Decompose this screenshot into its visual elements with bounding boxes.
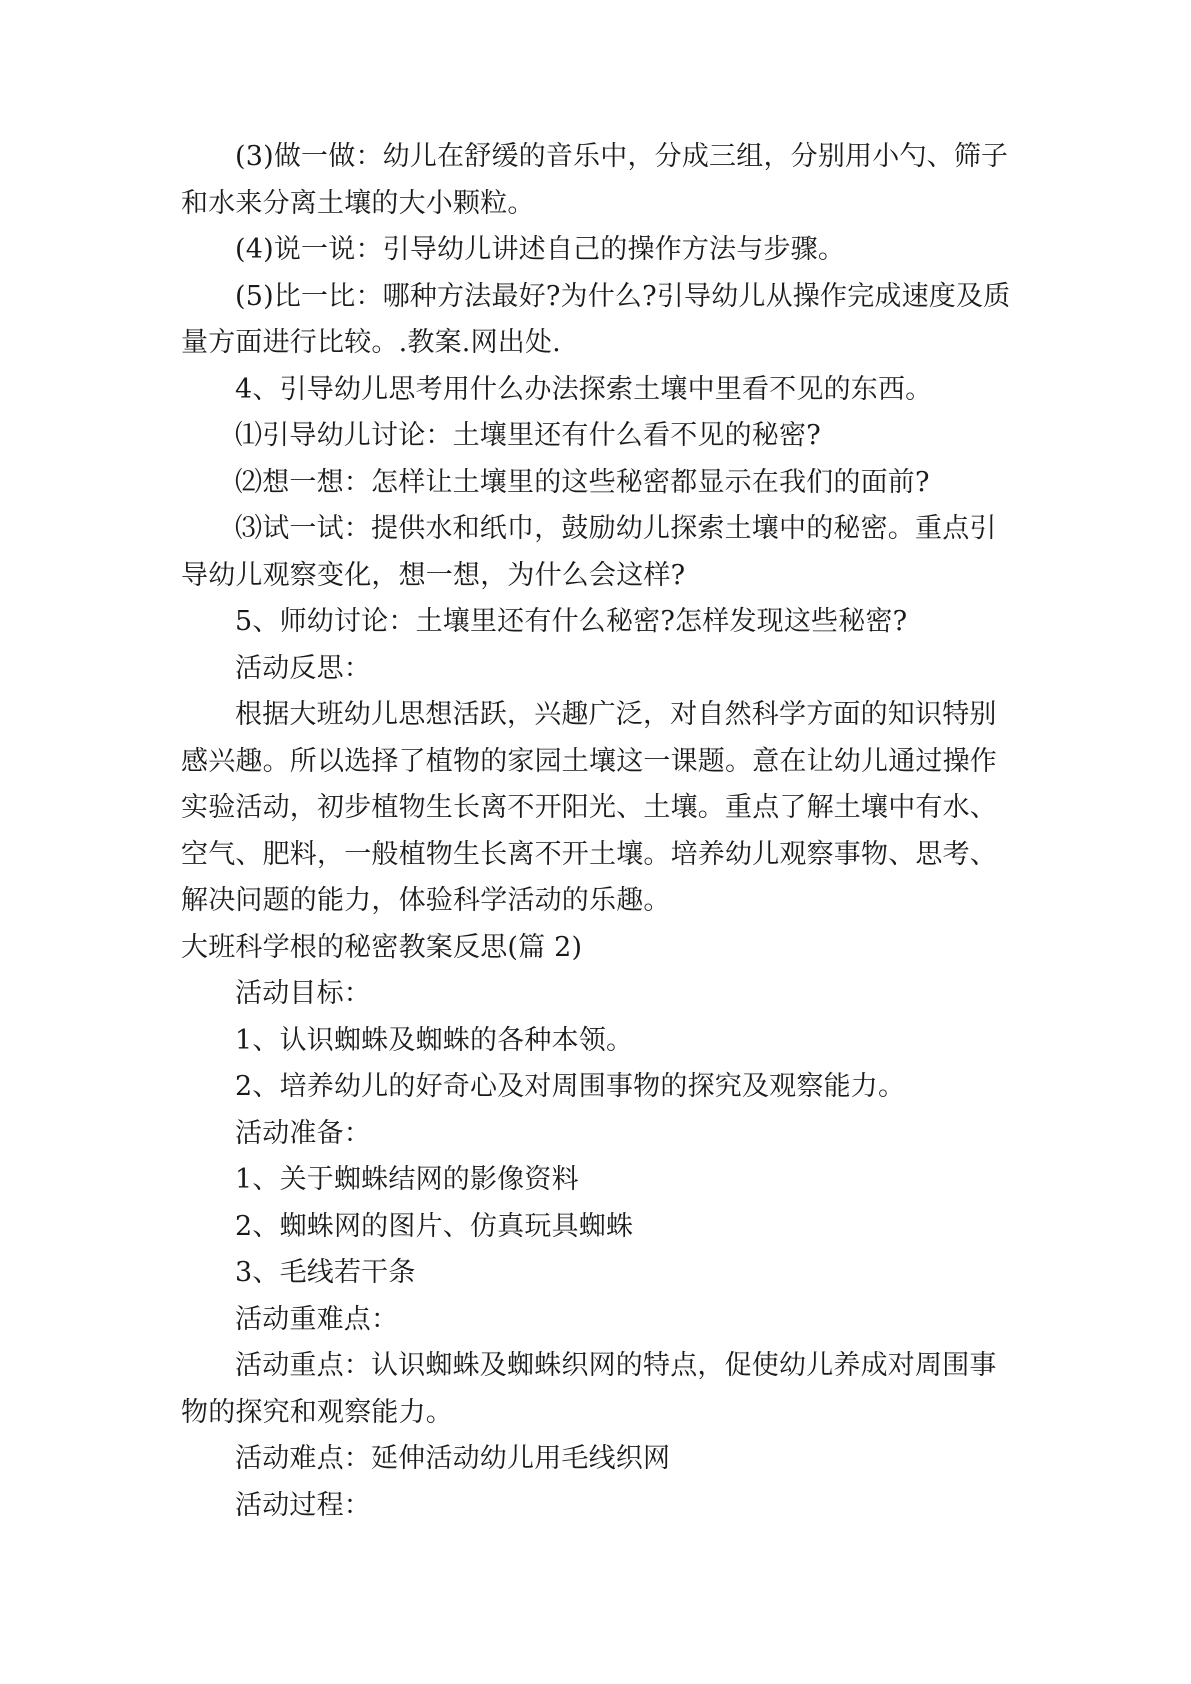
text-line: ⑶试一试：提供水和纸巾，鼓励幼儿探索土壤中的秘密。重点引 xyxy=(235,513,997,544)
text-line: 活动重难点： xyxy=(235,1303,399,1335)
text-line: (5)比一比：哪种方法最好?为什么?引导幼儿从操作完成速度及质 xyxy=(235,280,1011,312)
text-line: 5、师幼讨论：土壤里还有什么秘密?怎样发现这些秘密? xyxy=(235,606,908,637)
text-line: 物的探究和观察能力。 xyxy=(181,1396,453,1428)
text-line: 大班科学根的秘密教案反思(篇 2) xyxy=(181,931,583,963)
text-line: 感兴趣。所以选择了植物的家园土壤这一课题。意在让幼儿通过操作 xyxy=(181,745,997,777)
text-line: 活动难点：延伸活动幼儿用毛线织网 xyxy=(235,1443,671,1474)
text-line: 实验活动，初步植物生长离不开阳光、土壤。重点了解土壤中有水、 xyxy=(181,792,997,823)
text-line: 根据大班幼儿思想活跃，兴趣广泛，对自然科学方面的知识特别 xyxy=(235,699,997,730)
text-line: 3、毛线若干条 xyxy=(235,1257,416,1288)
text-line: 1、认识蜘蛛及蜘蛛的各种本领。 xyxy=(235,1024,634,1056)
text-line: 2、培养幼儿的好奇心及对周围事物的探究及观察能力。 xyxy=(235,1071,906,1102)
text-line: ⑵想一想：怎样让土壤里的这些秘密都显示在我们的面前? xyxy=(235,466,930,498)
text-line: ⑴引导幼儿讨论：土壤里还有什么看不见的秘密? xyxy=(235,420,821,451)
text-line: 活动准备： xyxy=(235,1117,371,1149)
text-line: 量方面进行比较。.教案.网出处. xyxy=(181,327,561,358)
text-line: 和水来分离土壤的大小颗粒。 xyxy=(181,187,535,219)
text-line: 2、蜘蛛网的图片、仿真玩具蜘蛛 xyxy=(235,1210,634,1242)
text-line: 4、引导幼儿思考用什么办法探索土壤中里看不见的东西。 xyxy=(235,373,933,405)
text-line: 导幼儿观察变化，想一想，为什么会这样? xyxy=(181,559,686,591)
text-line: 活动反思： xyxy=(235,652,371,684)
text-line: 活动重点：认识蜘蛛及蜘蛛织网的特点，促使幼儿养成对周围事 xyxy=(235,1350,997,1381)
text-line: 解决问题的能力，体验科学活动的乐趣。 xyxy=(181,885,671,916)
text-line: 空气、肥料，一般植物生长离不开土壤。培养幼儿观察事物、思考、 xyxy=(181,838,997,870)
document-body xyxy=(181,134,1021,1529)
text-line: (4)说一说：引导幼儿讲述自己的操作方法与步骤。 xyxy=(235,234,846,265)
text-line: 活动过程： xyxy=(235,1489,371,1521)
text-line: (3)做一做：幼儿在舒缓的音乐中，分成三组，分别用小勺、筛子 xyxy=(235,141,1009,172)
text-line: 1、关于蜘蛛结网的影像资料 xyxy=(235,1164,579,1195)
text-line: 活动目标： xyxy=(235,978,371,1009)
